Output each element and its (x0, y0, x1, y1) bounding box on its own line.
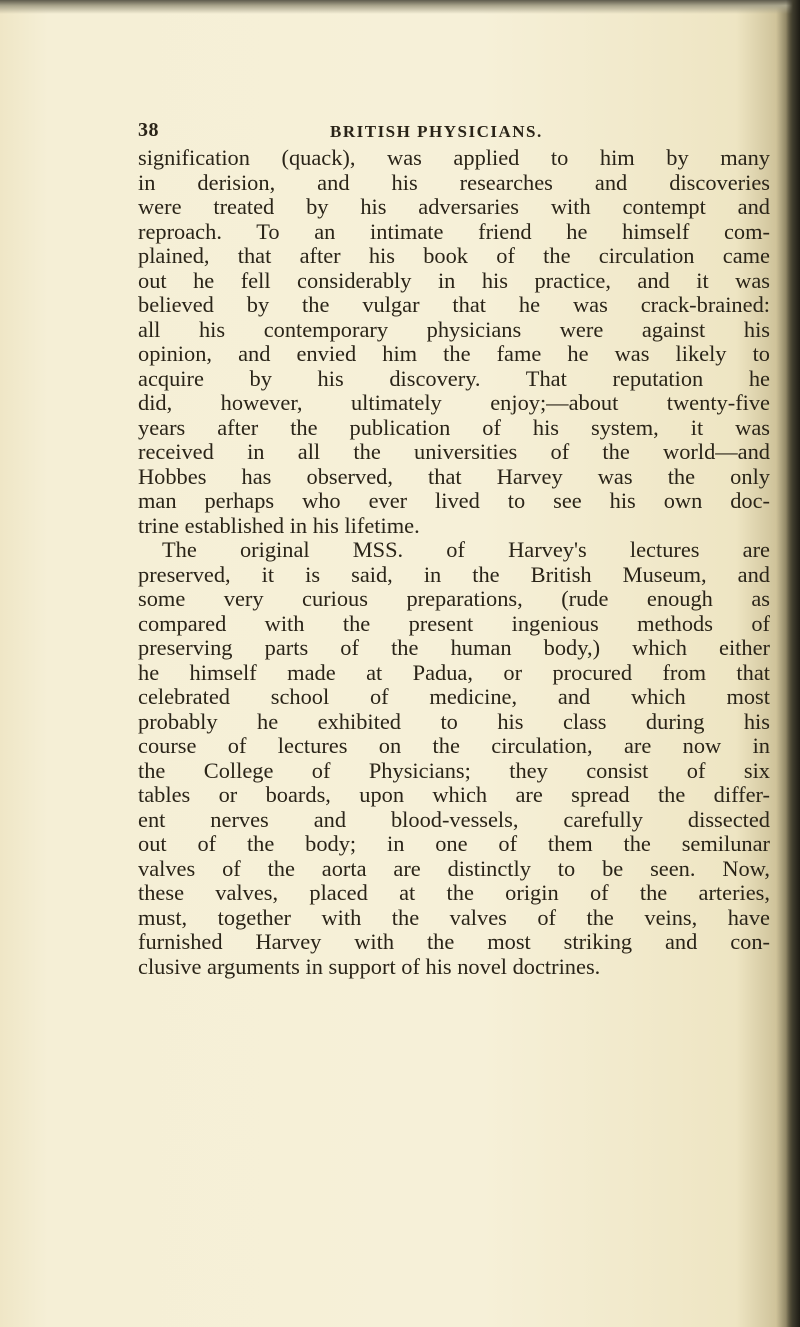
text-line: tables or boards, upon which are spread the differ- (138, 782, 770, 807)
text-line: compared with the present ingenious methods of (138, 610, 770, 636)
text-line: probably he exhibited to his class during his (138, 708, 770, 734)
text-line: opinion, and envied him the fame he was likely to (138, 341, 770, 366)
page-number: 38 (138, 119, 159, 141)
text-line: out he fell considerably in his practice, and it was (138, 267, 770, 293)
text-line: valves of the aorta are distinctly to be seen. Now, (138, 855, 770, 881)
text-line: out of the body; in one of them the semilunar (138, 831, 770, 856)
text-line: preserved, it is said, in the British Museum, and (138, 561, 770, 587)
text-line: ent nerves and blood-vessels, carefully dissected (138, 806, 770, 832)
text-line: received in all the universities of the world—and (138, 439, 770, 464)
page-header (138, 119, 770, 145)
text-line: signification (quack), was applied to him by many (138, 145, 770, 170)
text-line: in derision, and his researches and discoveries (138, 169, 770, 195)
text-line: furnished Harvey with the most striking and con- (138, 929, 770, 954)
text-line: the College of Physicians; they consist of six (138, 757, 770, 783)
text-line: must, together with the valves of the veins, have (138, 904, 770, 930)
running-title: BRITISH PHYSICIANS. (330, 122, 543, 141)
text-line: plained, that after his book of the circulation came (138, 243, 770, 268)
text-line: all his contemporary physicians were against his (138, 316, 770, 342)
text-line: The original MSS. of Harvey's lectures are (162, 537, 770, 562)
text-line: Hobbes has observed, that Harvey was the only (138, 463, 770, 489)
text-line: trine established in his lifetime. (138, 512, 420, 538)
text-line: preserving parts of the human body,) which either (138, 635, 770, 660)
text-line: he himself made at Padua, or procured from that (138, 659, 770, 685)
text-line: reproach. To an intimate friend he himself com- (138, 218, 770, 244)
text-line: did, however, ultimately enjoy;—about twenty-five (138, 390, 770, 415)
text-line: years after the publication of his system, it was (138, 414, 770, 440)
page-top-shadow (0, 0, 800, 14)
text-line: these valves, placed at the origin of the arteries, (138, 880, 770, 905)
text-line: acquire by his discovery. That reputation he (138, 365, 770, 391)
body-text (138, 146, 770, 979)
text-line: celebrated school of medicine, and which most (138, 684, 770, 709)
text-line: some very curious preparations, (rude enough as (138, 586, 770, 611)
text-line: clusive arguments in support of his novel doctrines. (138, 953, 601, 979)
page-binding-edge (786, 0, 800, 1327)
text-line: course of lectures on the circulation, are now in (138, 733, 770, 758)
text-line: believed by the vulgar that he was crack-brained: (138, 292, 770, 317)
text-line: were treated by his adversaries with contempt and (138, 194, 770, 219)
text-line: man perhaps who ever lived to see his own doc- (138, 488, 770, 513)
